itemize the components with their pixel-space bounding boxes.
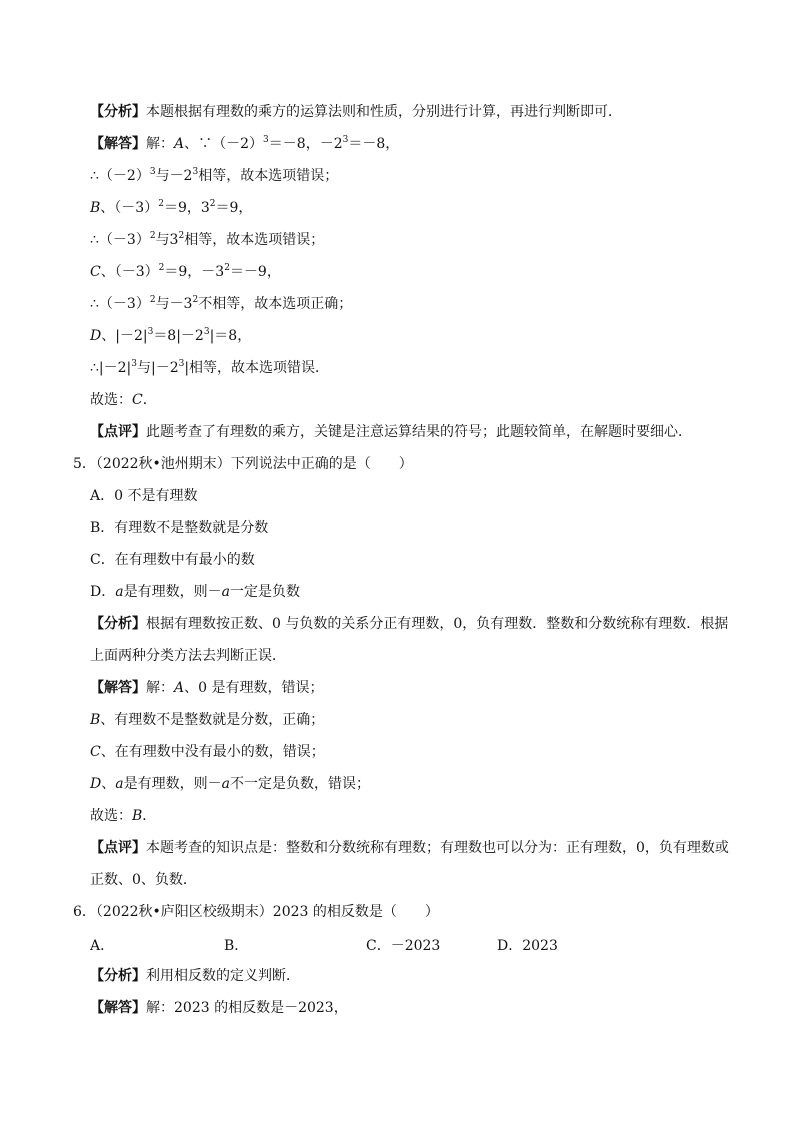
question-5: 5．（2022秋•池州期末）下列说法中正确的是（ ） <box>73 456 413 472</box>
solution-step: B、$(-3)^2=9$，$3^2=9$， <box>90 199 253 216</box>
analysis-tag: 【分析】 <box>90 104 146 120</box>
option-a: A．0 不是有理数 <box>90 488 198 504</box>
choice-line: 故选：C． <box>90 392 157 408</box>
choice-line: 故选：B． <box>90 808 157 824</box>
answer-tag: 【解答】 <box>90 680 146 696</box>
analysis-line-cont: 上面两种分类方法去判断正误． <box>90 648 286 664</box>
solution-step: B、有理数不是整数就是分数，正确； <box>90 712 325 728</box>
solution-step: $\therefore(-3)^2$与$-3^2$不相等，故本选项正确； <box>90 295 353 312</box>
q6-option-a: A． <box>90 938 115 954</box>
option-c: C．在有理数中有最小的数 <box>90 552 255 568</box>
analysis-tag: 【分析】 <box>90 968 146 984</box>
q6-option-d: D．2023 <box>497 938 558 954</box>
solution-step: $\therefore(-2)^3$与$-2^3$相等，故本选项错误； <box>90 167 339 184</box>
analysis-line: 【分析】根据有理数按正数、0 与负数的关系分正有理数，0，负有理数．整数和分数统称有理数．根据 <box>90 616 729 632</box>
answer-tag: 【解答】 <box>90 1000 146 1016</box>
solution-step: C、在有理数中没有最小的数，错误； <box>90 744 325 760</box>
q6-option-b: B． <box>224 938 249 954</box>
solution-step: D、a是有理数，则－a不一定是负数，错误； <box>90 776 370 792</box>
solution-step: D、$|-2|^3=8|-2^3|=8$， <box>90 327 252 344</box>
solution-step: C、$(-3)^2=9$，$-3^2=-9$， <box>90 263 281 280</box>
solution-step: $\therefore|-2|^3$与$|-2^3|$相等，故本选项错误． <box>90 359 330 376</box>
comment-line-cont: 正数、0、负数． <box>90 872 197 888</box>
question-6: 6．（2022秋•庐阳区校级期末）2023 的相反数是（ ） <box>73 904 439 920</box>
comment-line: 【点评】此题考查了有理数的乘方，关键是注意运算结果的符号；此题较简单，在解题时要细心． <box>90 424 692 440</box>
option-b: B．有理数不是整数就是分数 <box>90 520 269 536</box>
option-d: D．a是有理数，则－a一定是负数 <box>90 584 300 600</box>
answer-line: 【解答】解：A、$\because(-2)^3=-8$，$-2^3=-8$， <box>90 135 400 152</box>
answer-line: 【解答】解：2023 的相反数是－2023， <box>90 1000 348 1016</box>
comment-line: 【点评】本题考查的知识点是：整数和分数统称有理数；有理数也可以分为：正有理数，0，负有理数或 <box>90 840 729 856</box>
comment-tag: 【点评】 <box>90 840 146 856</box>
answer-line: 【解答】解：A、0 是有理数，错误； <box>90 680 324 696</box>
analysis-line: 【分析】本题根据有理数的乘方的运算法则和性质，分别进行计算，再进行判断即可． <box>90 104 622 120</box>
q6-option-c: C．－2023 <box>366 938 441 954</box>
solution-step: $\therefore(-3)^2$与$3^2$相等，故本选项错误； <box>90 231 325 248</box>
comment-tag: 【点评】 <box>90 424 146 440</box>
analysis-line: 【分析】利用相反数的定义判断． <box>90 968 300 984</box>
analysis-tag: 【分析】 <box>90 616 146 632</box>
answer-tag: 【解答】 <box>90 136 146 152</box>
